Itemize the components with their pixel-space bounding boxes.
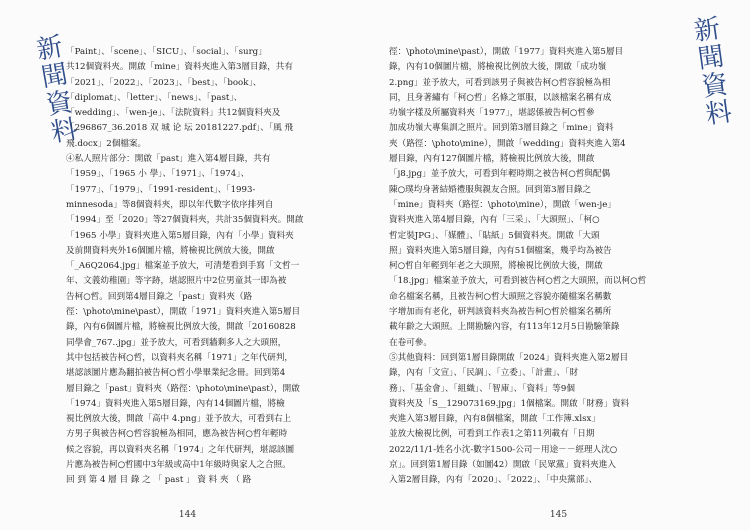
masthead-char: 料 xyxy=(48,114,82,149)
text-line: 年、文義幼稚園」等字跡，堪認照片中2位男童其一即為被 xyxy=(66,276,287,287)
text-line: 視比例放大後，開啟「高中 4.png」並予放大，可看到右上 xyxy=(66,414,292,425)
masthead-char: 資 xyxy=(699,69,732,103)
text-line: 「1965 小學」資料夾進入第5層目錄，內有「小學」資料夾 xyxy=(66,230,294,241)
text-line: 「Paint」、「scene」、「SICU」、「social」、「surg」 xyxy=(66,47,267,57)
text-line: 照」資料夾進入第5層目錄，內有51個檔案，幾乎均為被告 xyxy=(389,245,612,256)
masthead-char: 新 xyxy=(34,31,68,66)
text-line: 並放大檢視比例，可看到工作表1之第11列載有「日期 xyxy=(389,429,595,440)
text-line: 錄，內有「文宣」、「民調」、「立委」、「計畫」、「財 xyxy=(389,368,579,379)
text-line: 字增加而有老化，研判該資料夾為被告柯○哲於檔案名稱所 xyxy=(389,307,612,318)
text-line: 載年齡之大頭照。上開勘驗內容，有113年12月5日勘驗筆錄 xyxy=(389,322,620,333)
page-number: 144 xyxy=(178,510,197,520)
text-line: 錄，內有6個圖片檔，將檢視比例放大後，開啟「20160828 xyxy=(66,322,296,333)
text-line: 夾（路徑：\photo\mine），開啟「wedding」資料夾進入第4 xyxy=(389,138,626,149)
text-line: ⑤其他資料：回到第1層目錄開啟「2024」資料夾進入第2層目 xyxy=(389,352,629,363)
text-line: ④私人照片部分：開啟「past」進入第4層目錄，共有 xyxy=(66,154,271,165)
text-line: 「296867_36.2018 双 城 论 坛 20181227.pdf」、「風 飛 xyxy=(66,123,294,134)
text-line: 告柯○哲。回到第4層目錄之「past」資料夾（路 xyxy=(66,291,253,302)
masthead-char: 聞 xyxy=(696,41,729,75)
text-line: 「1977」、「1979」、「1991-resident」、「1993- xyxy=(66,184,256,195)
text-line: 「1974」資料夾進入第5層目錄，內有14個圖片檔，將檢 xyxy=(66,398,285,409)
text-line: 2.png」並予放大，可看到該男子與被告柯○哲容貌極為相 xyxy=(389,77,611,88)
text-line: 入第2層目錄，內有「2020」、「2022」、「中央黨部」、 xyxy=(389,475,598,486)
text-line: 加成功嶺大專集訓之照片。回到第3層目錄之「mine」資料 xyxy=(389,123,614,134)
text-line: 層目錄，內有127個圖片檔，將檢視比例放大後，開啟 xyxy=(389,154,595,165)
body-text xyxy=(389,45,689,489)
text-line: 方男子與被告柯○哲容貌極為相同，應為被告柯○哲年輕時 xyxy=(66,429,288,440)
text-line: 京」。回到第1層目錄（如圖42）開啟「民眾黨」資料夾進入 xyxy=(389,460,616,471)
text-line: 堪認該圖片應為翻拍被告柯○哲小學畢業紀念冊。回到第4 xyxy=(66,368,286,379)
text-line: 飛.docx」2個檔案。 xyxy=(66,138,147,149)
text-line: 徑：\photo\mine\past），開啟「1977」資料夾進入第5層目 xyxy=(389,47,624,57)
text-line: 資料夾及「S__129073169.jpg」1個檔案。開啟「財務」資料 xyxy=(389,398,630,409)
text-line: 共12個資料夾。開啟「mine」資料夾進入第3層目錄，共有 xyxy=(66,62,293,73)
text-line: 「mine」資料夾（路徑：\photo\mine），開啟「wen-je」 xyxy=(389,199,616,210)
text-line: 「wedding」、「wen-je」、「法院資料」共12個資料夾及 xyxy=(66,108,281,119)
text-line: 其中包括被告柯○哲，以資料夾名稱「1971」之年代研判， xyxy=(66,352,294,363)
text-line: 在卷可參。 xyxy=(389,337,432,348)
text-line: 資料夾進入第4層目錄，內有「三采」、「大頭照」、「柯○ xyxy=(389,215,600,226)
text-line: 「diplomat」、「letter」、「news」、「past」、 xyxy=(66,92,243,103)
text-line: 及前開資料夾外16個圖片檔，將檢視比例放大後，開啟 xyxy=(66,245,275,256)
masthead-char: 料 xyxy=(703,96,736,131)
text-line: 2022/11/1-姓名小沈-數字1500-公司－用途－－經理人沈○ xyxy=(389,444,618,455)
masthead-char: 資 xyxy=(44,86,77,121)
text-line: 片應為被告柯○哲國中3年級或高中1年級時與家人之合照。 xyxy=(66,460,291,471)
text-line: 「1994」至「2020」等27個資料夾，共計35個資料夾。開啟 xyxy=(66,215,304,226)
right-page xyxy=(375,0,750,530)
text-line: 回 到 第 4 層 目 錄 之 「 past 」 資 料 夾 （ 路 xyxy=(66,475,252,486)
text-line: 務」、「基金會」、「組織」、「智庫」、「資料」等9個 xyxy=(389,383,575,394)
text-line: 「1959」、「1965 小 學」、「1971」、「1974」、 xyxy=(66,169,250,180)
text-line: 柯○哲自年輕到年老之大頭照，將檢視比例放大後，開啟 xyxy=(389,261,603,272)
text-line: minnesoda」等8個資料夾，即以年代數字依序排列自 xyxy=(66,199,274,210)
text-line: 同學會_767..jpg」並予放大，可看到牆剩多人之大頭照， xyxy=(66,337,287,348)
text-line: 命名檔案名稱，且被告柯○哲大頭照之容貌亦隨檔案名稱數 xyxy=(389,291,612,302)
text-line: 功嶺字樣及所屬資料夾「1977」，堪認係被告柯○哲參 xyxy=(389,108,595,119)
body-text xyxy=(66,45,331,489)
text-line: 陳○璞均身著結婚禮服與親友合照。回到第3層目錄之 xyxy=(389,184,592,195)
text-line: 徑：\photo\mine\past），開啟「1971」資料夾進入第5層目 xyxy=(66,307,301,318)
text-line: 錄，內有10個圖片檔，將檢視比例放大後，開啟「成功嶺 xyxy=(389,62,607,73)
text-line: 層目錄之「past」資料夾（路徑：\photo\mine\past），開啟 xyxy=(66,383,300,394)
masthead-char: 聞 xyxy=(39,59,72,94)
text-line: 同，且身著繡有「柯○哲」名條之軍服，以該檔案名稱有成 xyxy=(389,92,612,103)
text-line: 哲定裝JPG」、「媒體」、「貼紙」5個資料夾。開啟「大頭 xyxy=(389,230,600,241)
text-line: 「2021」、「2022」、「2023」、「best」、「book」、 xyxy=(66,77,262,88)
text-line: 候之容貌，再以資料夾名稱「1974」之年代研判，堪認該圖 xyxy=(66,444,295,455)
text-line: 「j8.jpg」並予放大，可看到年輕時期之被告柯○哲與配偶 xyxy=(389,169,611,180)
page-number: 145 xyxy=(549,510,568,520)
text-line: 夾進入第3層目錄，內有8個檔案，開啟「工作簿.xlsx」 xyxy=(389,414,600,425)
masthead-char: 新 xyxy=(692,13,725,48)
text-line: 「18.jpg」檔案並予放大，可看到被告柯○哲之大頭照，而以柯○哲 xyxy=(389,276,647,287)
text-line: 「_A6Q2064.jpg」檔案並予放大，可清楚看到手寫「文哲一 xyxy=(66,261,300,272)
